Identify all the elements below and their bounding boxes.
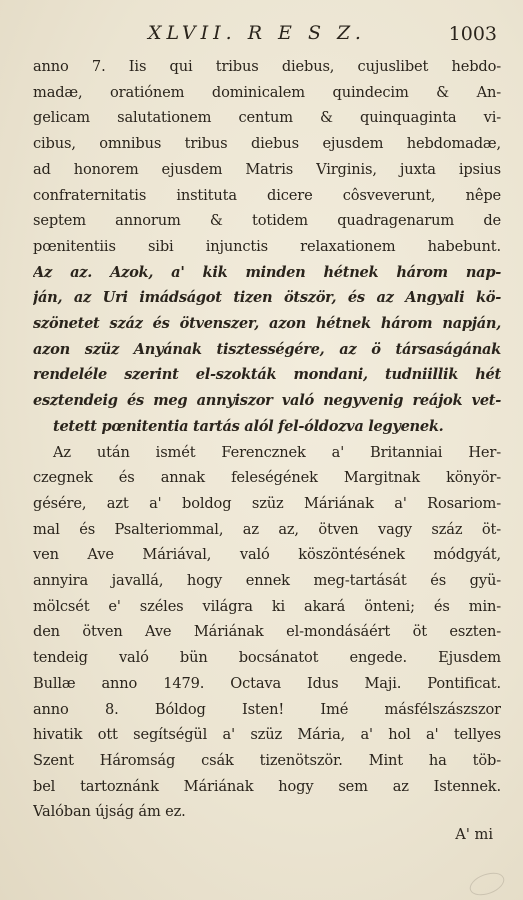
text-line: rendeléle szerint el-szokták mondani, tudniillik hét — [33, 366, 501, 384]
running-head: XLVII. R E S Z. — [148, 22, 366, 44]
text-line: septem annorum & totidem quadragenarum de — [33, 212, 501, 230]
text-line: ven Ave Máriával, való köszöntésének módgyát, — [33, 546, 501, 564]
text-line: Szent Háromság csák tizenötször. Mint ha töb- — [33, 751, 501, 769]
text-line: Az az. Azok, a' kik minden hétnek három nap- — [33, 263, 501, 281]
text-line: anno 7. Iis qui tribus diebus, cujuslibet hebdo- — [33, 58, 501, 75]
text-line: ad honorem ejusdem Matris Virginis, juxta ipsius — [33, 160, 501, 178]
text-line: mölcsét e' széles világra ki akará önteni; és min- — [33, 597, 501, 615]
text-line: tetett pœnitentia tartás alól fel-óldozva legyenek. — [53, 417, 444, 435]
text-line: pœnitentiis sibi injunctis relaxationem habebunt. — [33, 237, 501, 255]
text-line: confraternitatis instituta dicere côsveverunt, nêpe — [33, 186, 501, 204]
text-line: anno 8. Bóldog Isten! Imé másfélszászszor — [33, 700, 501, 718]
text-line: esztendeig és meg annyiszor való negyvenig reájok vet- — [33, 392, 501, 410]
text-line: den ötven Ave Máriának el-mondásáért öt eszten- — [33, 623, 501, 641]
text-line: mal és Psalteriommal, az az, ötven vagy száz öt- — [33, 520, 501, 538]
text-line: azon szüz Anyának tisztességére, az ö társaságának — [33, 340, 501, 358]
text-line: hivatik ott segítségül a' szüz Mária, a' hol a' tellyes — [33, 726, 501, 744]
text-line: Valóban újság ám ez. — [33, 803, 186, 821]
text-line: bel tartoznánk Máriának hogy sem az Istennek. — [33, 777, 501, 795]
body-text — [33, 54, 501, 825]
text-line: cibus, omnibus tribus diebus ejusdem hebdomadæ, — [33, 135, 501, 153]
text-line: czegnek és annak feleségének Margitnak könyör- — [33, 469, 501, 487]
text-line: annyira javallá, hogy ennek meg-tartását és gyü- — [33, 572, 501, 590]
text-line: ján, az Uri imádságot tizen ötször, és az Angyali kö- — [33, 289, 501, 307]
text-line: tendeig való bün bocsánatot engede. Ejusdem — [33, 649, 501, 667]
text-line: gésére, azt a' boldog szüz Máriának a' Rosariom- — [33, 494, 501, 512]
catchword: A' mi — [455, 826, 493, 843]
page-number: 1003 — [448, 23, 497, 45]
text-line: Bullæ anno 1479. Octava Idus Maji. Pontificat. — [33, 674, 501, 692]
text-line: szönetet száz és ötvenszer, azon hétnek három napján, — [33, 315, 501, 333]
library-stamp — [467, 868, 508, 899]
text-line: Az után ismét Ferencznek a' Britanniai Her- — [53, 443, 501, 461]
text-line: madæ, oratiónem dominicalem quindecim & An- — [33, 83, 501, 101]
page-header — [33, 22, 501, 54]
text-line: gelicam salutationem centum & quinquaginta vi- — [33, 109, 501, 127]
